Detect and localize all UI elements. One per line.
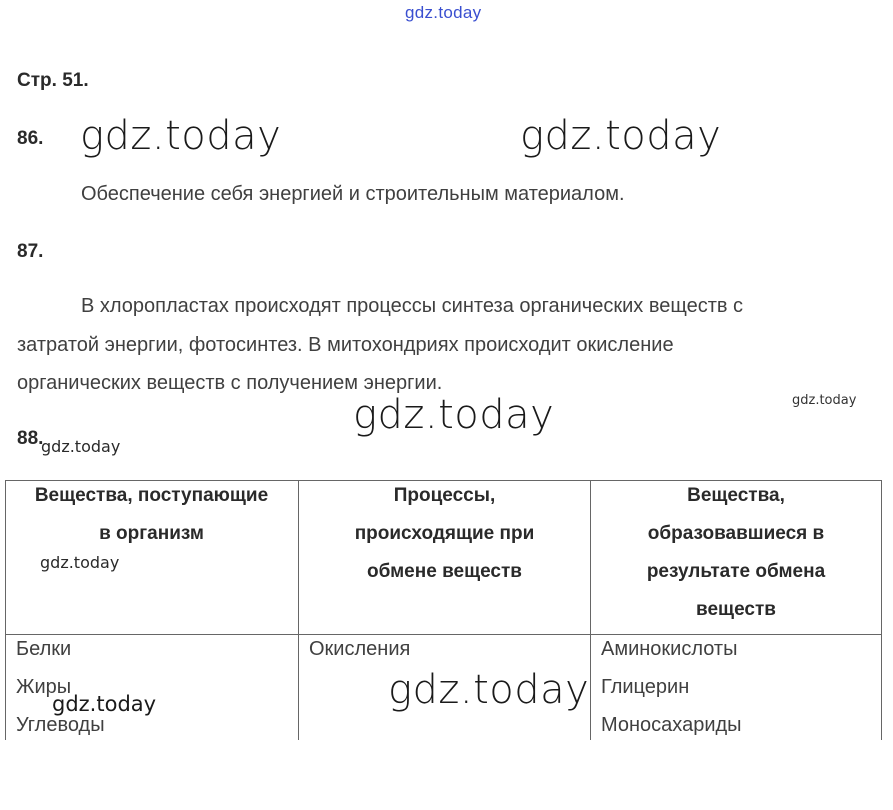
watermark-medium-1: gdz.today — [52, 692, 157, 716]
page-label: Стр. 51. — [17, 70, 89, 91]
table-cell-col-2 — [309, 630, 410, 668]
watermark-large-1: gdz.today — [80, 113, 282, 159]
watermark-tiny-1: gdz.today — [792, 393, 857, 408]
watermark-large-3: gdz.today — [353, 392, 555, 438]
watermark-top: gdz.today — [405, 3, 482, 22]
table-item: Углеводы — [16, 714, 105, 736]
table-header-col-1 — [5, 477, 298, 553]
header-col-1-line-1: Вещества, поступающие — [34, 485, 269, 506]
table-item: Глицерин — [601, 676, 690, 698]
table-item: Окисления — [309, 638, 411, 660]
header-col-2-line-2: происходящие при — [354, 523, 535, 544]
question-87-number: 87. — [17, 241, 44, 262]
header-col-2-line-1: Процессы, — [393, 485, 496, 506]
header-col-1-line-2: в организм — [99, 523, 204, 544]
table-item: Моносахариды — [601, 714, 742, 736]
question-87-line-3: органических веществ с получением энергии. — [17, 372, 443, 394]
watermark-small-2: gdz.today — [40, 553, 120, 572]
watermark-small-1: gdz.today — [41, 437, 121, 456]
header-col-3-line-2: образовавшиеся в — [647, 523, 825, 544]
question-87-line-2: затратой энергии, фотосинтез. В митохондриях происходит окисление — [17, 334, 674, 356]
question-86-number: 86. — [17, 128, 44, 149]
question-87-line-1: В хлоропластах происходят процессы синтеза органических веществ с — [81, 295, 744, 317]
question-88-number: 88. — [17, 428, 44, 449]
table-cell-col-3 — [601, 630, 742, 744]
table-header-divider — [5, 634, 882, 635]
table-item: Жиры — [16, 676, 72, 698]
table-border-right — [881, 480, 882, 740]
table-item: Аминокислоты — [601, 638, 738, 660]
header-col-2-line-3: обмене веществ — [367, 561, 522, 582]
header-col-3-line-3: результате обмена — [646, 561, 826, 582]
header-col-3-line-4: веществ — [696, 599, 776, 620]
header-col-3-line-1: Вещества, — [687, 485, 785, 506]
table-header-col-3 — [591, 477, 881, 629]
question-86-answer: Обеспечение себя энергией и строительным материалом. — [81, 183, 625, 205]
table-cell-col-1 — [16, 630, 105, 744]
table-header-col-2 — [299, 477, 590, 591]
watermark-large-4: gdz.today — [388, 667, 590, 713]
table-item: Белки — [16, 638, 72, 660]
watermark-large-2: gdz.today — [520, 113, 722, 159]
